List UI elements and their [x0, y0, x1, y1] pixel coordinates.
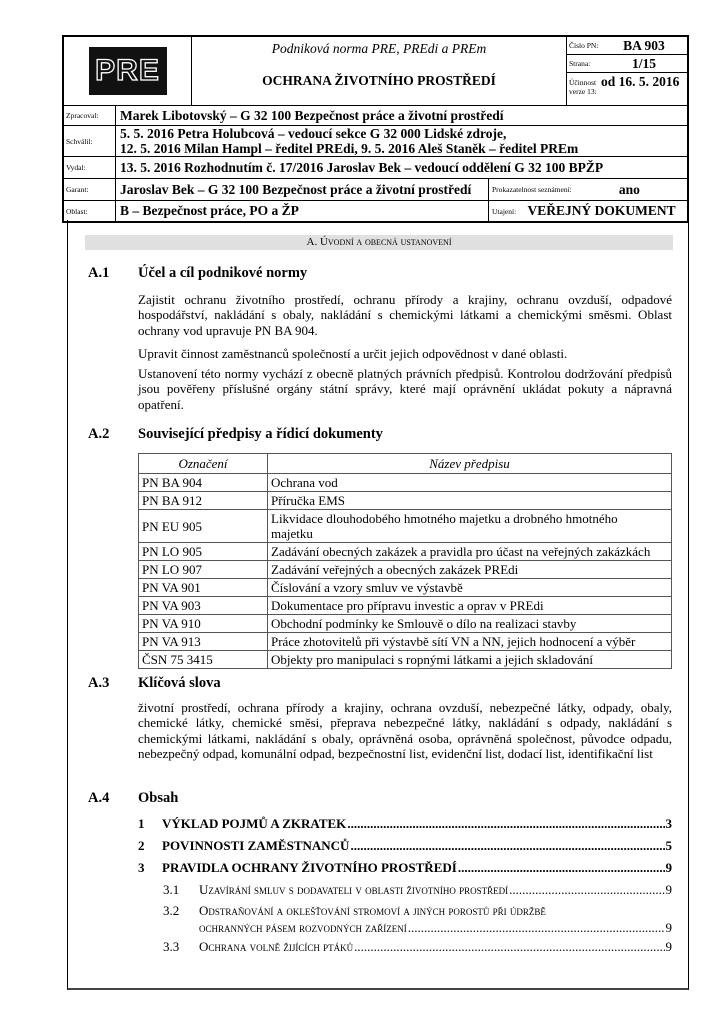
section-heading-a4 [88, 790, 178, 807]
table-row [139, 492, 672, 510]
doc-code: PN VA 913 [139, 633, 268, 651]
paragraph: Upravit činnost zaměstnanců společností a určit jejich odpovědnost v dané oblasti. [138, 346, 568, 361]
info-label: Schválil: [64, 126, 116, 156]
section-number: A.4 [88, 790, 110, 806]
info-value [116, 126, 687, 156]
meta-label: Strana: [569, 59, 591, 68]
section-number: A.2 [88, 426, 110, 442]
meta-cell [567, 37, 687, 105]
info-value: 13. 5. 2016 Rozhodnutím č. 17/2016 Jaroslav Bek – vedoucí oddělení G 32 100 BPŽP [120, 160, 604, 175]
toc-entry-1[interactable] [138, 816, 672, 832]
header-top-row [64, 37, 687, 106]
info-row-oblast [64, 201, 687, 221]
paragraph: Zajistit ochranu životního prostředí, ochranu přírody a krajiny, ochranu ovzduší, odpadové hospodářství, nakládání s obaly, nakládání s chemickými látkami a chemickými směsmi. Oblast ochrany vod upravuje PN BA 904. [138, 292, 672, 338]
info-value: ano [618, 181, 640, 197]
section-title: Klíčová slova [138, 675, 221, 691]
logo-cell [64, 37, 192, 105]
section-number: A.1 [88, 265, 110, 281]
table-row [139, 561, 672, 579]
section-title: Účel a cíl podnikové normy [138, 265, 308, 281]
toc-entry-3-2[interactable] [138, 903, 672, 936]
info-label: Oblast: [64, 201, 116, 221]
info-row-schvalil [64, 126, 687, 157]
document-title: OCHRANA ŽIVOTNÍHO PROSTŘEDÍ [262, 73, 496, 88]
doc-code: PN LO 907 [139, 561, 268, 579]
doc-name: Příručka EMS [268, 492, 672, 510]
table-row [139, 633, 672, 651]
doc-name: Zadávání veřejných a obecných zakázek PREdi [268, 561, 672, 579]
doc-name: Obchodní podmínky ke Smlouvě o dílo na realizaci stavby [268, 615, 672, 633]
logo-text: PRE [95, 54, 160, 87]
meta-cislo-pn [567, 37, 687, 55]
info-label: Prokazatelnost seznámení: [492, 185, 572, 194]
toc-page: 9 [665, 882, 672, 897]
toc-entry-2[interactable] [138, 838, 672, 854]
info-label: Vydal: [64, 157, 116, 178]
meta-strana [567, 55, 687, 73]
doc-name: Likvidace dlouhodobého hmotného majetku a drobného hmotného majetku [268, 510, 672, 543]
toc-title: Odstraňování a oklešťování stromoví a jiných porostů při údržbě [199, 903, 546, 918]
toc-number: 2 [138, 838, 145, 853]
info-split [116, 201, 687, 221]
toc-page: 9 [665, 920, 672, 935]
table-row [139, 510, 672, 543]
meta-ucinnost [567, 73, 687, 105]
meta-label: Účinnost verze 13: [569, 78, 597, 96]
doc-name: Číslování a vzory smluv ve výstavbě [268, 579, 672, 597]
meta-label: Číslo PN: [569, 41, 599, 50]
info-label: Zpracoval: [64, 106, 116, 125]
keywords-paragraph: životní prostředí, ochrana přírody a krajiny, ochrana ovzduší, nebezpečné látky, odpady, obaly, chemické látky, chemické směsi, přeprava nebezpečné látky, nakládání s odpady, nakládání s chemickými látkami, nakládání s obaly, oprávněná osoba, oprávněná společnost, původce odpadu, nebezpečný odpad, komunální odpad, bezpečnostní list, evidenční list, dodací list, identifikační list [138, 700, 672, 761]
toc-entry-3-3[interactable] [138, 939, 672, 955]
toc-title: POVINNOSTI ZAMĚSTNANCŮ [162, 838, 350, 853]
toc-page: 9 [665, 939, 672, 954]
document-header [62, 35, 689, 223]
paragraph: Ustanovení této normy vychází z obecně platných právních předpisů. Kontrolou dodržování předpisů jsou pověřeny příslušné orgány státní správy, které mají oprávnění ukládat pokuty a nápravná opatření. [138, 366, 672, 412]
document-subtitle: Podniková norma PRE, PREdi a PREm [271, 41, 487, 56]
table-row [139, 579, 672, 597]
info-row-vydal [64, 157, 687, 179]
info-label: Garant: [64, 179, 116, 200]
doc-name: Ochrana vod [268, 474, 672, 492]
table-row [139, 474, 672, 492]
utajeni-cell [489, 201, 687, 221]
toc-number: 1 [138, 816, 145, 831]
toc-leader [347, 816, 664, 832]
info-value: VEŘEJNÝ DOKUMENT [527, 203, 676, 218]
toc-title: PRAVIDLA OCHRANY ŽIVOTNÍHO PROSTŘEDÍ [162, 860, 457, 875]
related-documents-table [138, 453, 672, 669]
doc-code: PN BA 904 [139, 474, 268, 492]
doc-code: PN LO 905 [139, 543, 268, 561]
doc-name: Zadávání obecných zakázek a pravidla pro účast na veřejných zakázkách [268, 543, 672, 561]
approval-line-1: 5. 5. 2016 Petra Holubcová – vedoucí sekce G 32 000 Lidské zdroje, [120, 126, 507, 141]
toc-title: Ochrana volně žijících ptáků [199, 939, 354, 954]
doc-name: Objekty pro manipulaci s ropnými látkami a jejich skladování [268, 651, 672, 669]
doc-name: Dokumentace pro přípravu investic a oprav v PREdi [268, 597, 672, 615]
toc-page: 3 [665, 816, 672, 831]
doc-code: PN VA 901 [139, 579, 268, 597]
meta-value: BA 903 [623, 37, 665, 53]
toc-leader [458, 860, 665, 876]
info-label: Utajení: [492, 206, 517, 216]
banner-text: vodní a obecná ustanovení [327, 236, 452, 248]
toc-number: 3.1 [163, 882, 180, 897]
doc-code: PN BA 912 [139, 492, 268, 510]
toc-title: Uzavírání smluv s dodavateli v oblasti životního prostředí [199, 882, 509, 897]
toc-line [138, 903, 672, 919]
title-cell [192, 37, 567, 105]
info-row-garant [64, 179, 687, 201]
doc-code: PN VA 903 [139, 597, 268, 615]
section-title: Obsah [138, 790, 179, 806]
toc-leader [408, 920, 665, 936]
info-value: B – Bezpečnost práce, PO a ŽP [116, 201, 489, 221]
toc-leader [509, 882, 664, 898]
toc-entry-3-1[interactable] [138, 882, 672, 898]
toc-number: 3.2 [163, 903, 180, 918]
meta-value: od 16. 5. 2016 [601, 74, 680, 89]
column-header: Název předpisu [268, 454, 672, 474]
banner-prefix: A. Ú [306, 236, 328, 248]
info-row-zpracoval [64, 106, 687, 126]
table-row [139, 651, 672, 669]
pre-logo [89, 47, 167, 95]
info-split [116, 179, 687, 200]
table-row [139, 615, 672, 633]
toc-entry-3[interactable] [138, 860, 672, 876]
toc-title-continued: ochranných pásem rozvodných zařízení [199, 920, 407, 935]
doc-name: Práce zhotovitelů při výstavbě sítí VN a NN, jejich hodnocení a výběr [268, 633, 672, 651]
toc-page: 5 [665, 838, 672, 853]
doc-code: ČSN 75 3415 [139, 651, 268, 669]
toc-leader [354, 939, 664, 955]
toc-number: 3.3 [163, 939, 180, 954]
doc-code: PN EU 905 [139, 510, 268, 543]
column-header: Označení [139, 454, 268, 474]
toc-page: 9 [665, 860, 672, 875]
section-number: A.3 [88, 675, 110, 691]
table-header-row [139, 454, 672, 474]
toc-line [138, 920, 672, 936]
info-value: Marek Libotovský – G 32 100 Bezpečnost práce a životní prostředí [120, 108, 504, 123]
section-title: Související předpisy a řídicí dokumenty [138, 426, 383, 442]
section-heading-a1 [88, 265, 307, 282]
doc-code: PN VA 910 [139, 615, 268, 633]
toc-leader [350, 838, 664, 854]
info-value: Jaroslav Bek – G 32 100 Bezpečnost práce a životní prostředí [116, 179, 489, 200]
prokazatelnost-cell [489, 179, 687, 200]
toc-title: VÝKLAD POJMŮ A ZKRATEK [162, 816, 347, 831]
section-heading-a2 [88, 426, 383, 443]
table-row [139, 597, 672, 615]
meta-value: 1/15 [631, 55, 656, 71]
approval-line-2: 12. 5. 2016 Milan Hampl – ředitel PREdi, 9. 5. 2016 Aleš Staněk – ředitel PREm [120, 141, 579, 156]
toc-number: 3 [138, 860, 145, 875]
section-heading-a3 [88, 675, 221, 692]
table-row [139, 543, 672, 561]
part-a-banner [85, 235, 673, 250]
